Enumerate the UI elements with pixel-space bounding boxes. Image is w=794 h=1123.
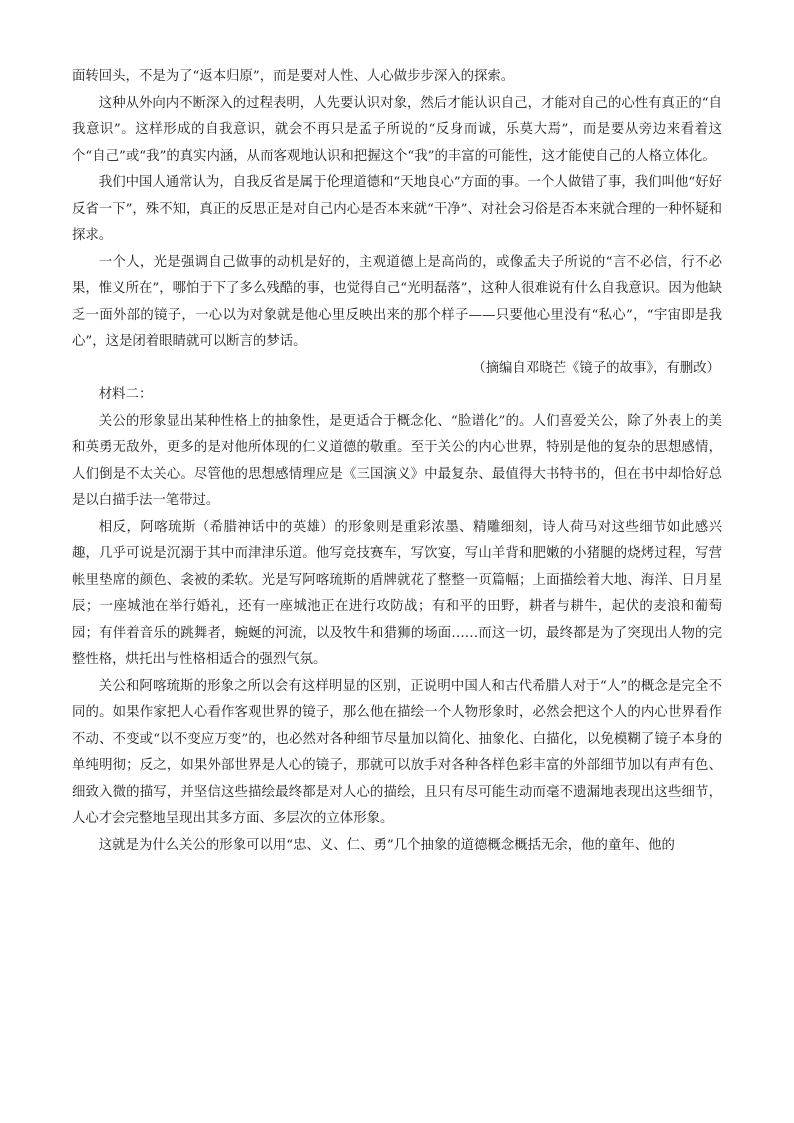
paragraph-7: 关公和阿喀琉斯的形象之所以会有这样明显的区别，正说明中国人和古代希腊人对于“人”的概念是完全不同的。如果作家把人心看作客观世界的镜子，那么他在描绘一个人物形象时，必然会把这个人的内心世界看作不动、不变或“以不变应万变”的，也必然对各种细节尽量加以简化、抽象化、白描化，以免模糊了镜子本身的单纯明彻；反之，如果外部世界是人心的镜子，那就可以放手对各种各样色彩丰富的外部细节加以有声有色、细致入微的描写，并坚信这些描绘最终都是对人心的描绘，且只有尽可能生动而毫不遗漏地表现出这些细节，人心才会完整地呈现出其多方面、多层次的立体形象。 [72,678,722,826]
paragraph-5: 关公的形象显出某种性格上的抽象性，是更适合于概念化、“脸谱化”的。人们喜爱关公，除了外表上的美和英勇无敌外，更多的是对他所体现的仁义道德的敬重。至于关公的内心世界，特别是他的复杂的思想感情，人们倒是不太关心。尽管他的思想感情理应是《三国演义》中最复杂、最值得大书特书的，但在书中却恰好总是以白描手法一笔带过。 [72,413,722,508]
part1-body [72,64,722,356]
paragraph-8: 这就是为什么关公的形象可以用“忠、义、仁、勇”几个抽象的道德概念概括无余，他的童年、他的 [98,837,675,853]
paragraph-6: 相反，阿喀琉斯（希腊神话中的英雄）的形象则是重彩浓墨、精雕细刻，诗人荷马对这些细节如此感兴趣，几乎可说是沉溺于其中而津津乐道。他写竞技赛车，写饮宴，写山羊背和肥嫩的小猪腿的烧烤过程，写营帐里垫席的颜色、衾被的柔软。光是写阿喀琉斯的盾牌就花了整整一页篇幅；上面描绘着大地、海洋、日月星辰；一座城池在举行婚礼，还有一座城池正在进行攻防战；有和平的田野，耕者与耕牛，起伏的麦浪和葡萄园；有伴着音乐的跳舞者，蜿蜒的河流，以及牧牛和猎狮的场面……而这一切，最终都是为了突现出人物的完整性格，烘托出与性格相适合的强烈气氛。 [72,519,722,667]
source-citation: （摘编自邓晓芒《镜子的故事》，有删改） [472,360,720,376]
paragraph-4: 一个人，光是强调自己做事的动机是好的，主观道德上是高尚的，或像孟夫子所说的“言不必信，行不必果，惟义所在”，哪怕于下了多么残酷的事，也觉得自己“光明磊落”，这种人很难说有什么自我意识。因为他缺乏一面外部的镜子，一心以为对象就是他心里反映出来的那个样子——只要他心里没有“私心”，“宇宙即是我心”，这是闭着眼睛就可以断言的梦话。 [72,254,722,349]
material-2-heading: 材料二： [98,387,153,402]
paragraph-1: 面转回头，不是为了“返本归原”，而是要对人性、人心做步步深入的探索。 [72,69,515,84]
part2-body [72,409,722,860]
paragraph-2: 这种从外向内不断深入的过程表明，人先要认识对象，然后才能认识自己，才能对自己的心性有真正的“自我意识”。这样形成的自我意识，就会不再只是孟子所说的“反身而诚，乐莫大焉”，而是要从旁边来看着这个“自己”或“我”的真实内涵，从而客观地认识和把握这个“我”的丰富的可能性，这才能使自己的人格立体化。 [72,95,722,164]
paragraph-3: 我们中国人通常认为，自我反省是属于伦理道德和“天地良心”方面的事。一个人做错了事，我们叫他“好好反省一下”，殊不知，真正的反思正是对自己内心是否本来就“干净”、对社会习俗是否本来就合理的一种怀疑和探求。 [72,175,722,243]
